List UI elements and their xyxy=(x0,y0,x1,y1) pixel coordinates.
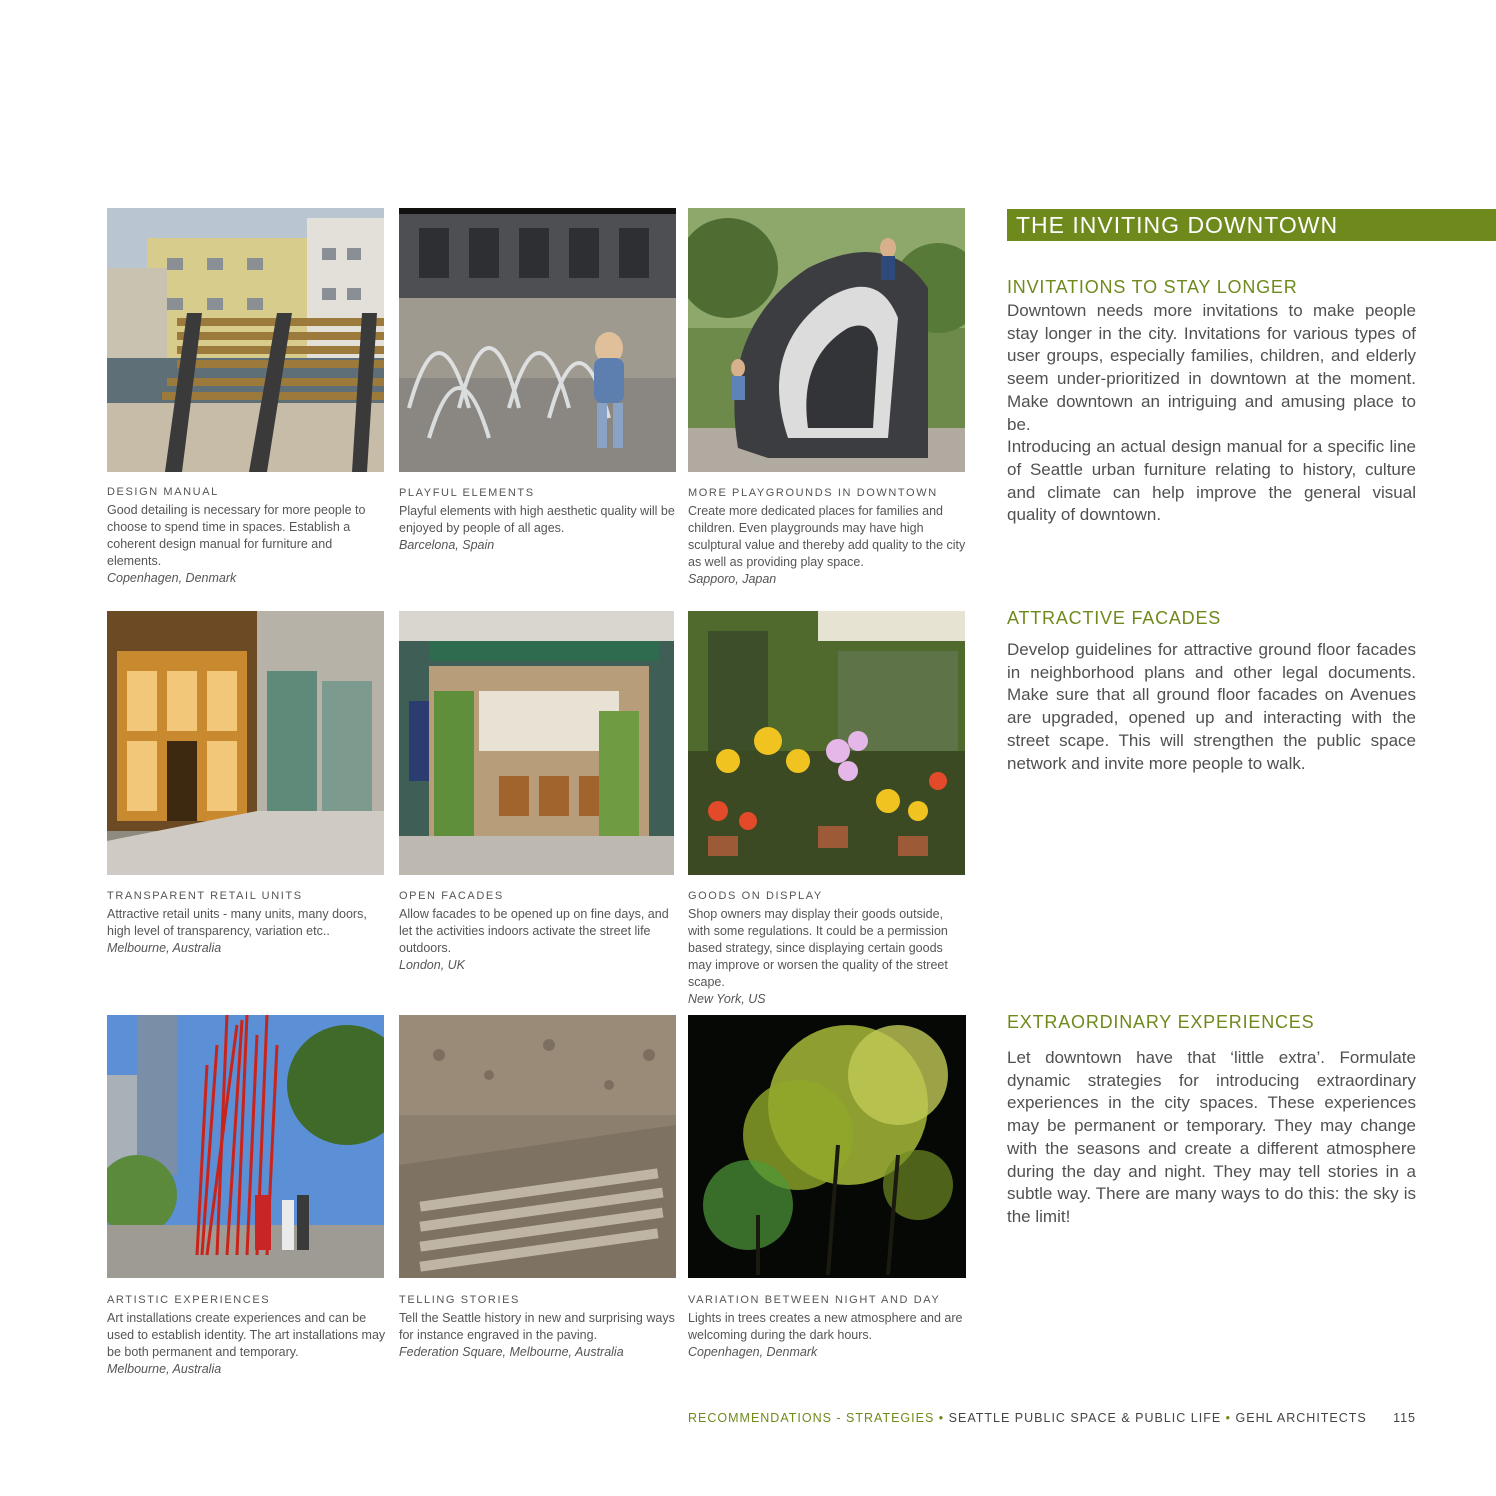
paragraph: Introducing an actual design manual for a specific line of Seattle urban furniture relating to history, culture and climate can help improve the general visual quality of downtown. xyxy=(1007,437,1416,525)
section-heading-invitations: INVITATIONS TO STAY LONGER xyxy=(1007,277,1298,297)
caption-text: Playful elements with high aesthetic quality will be enjoyed by people of all ages. xyxy=(399,504,675,535)
caption-night-and-day xyxy=(688,1292,966,1361)
page-number: 115 xyxy=(1393,1411,1416,1425)
caption-title: OPEN FACADES xyxy=(399,890,504,902)
caption-open-facades xyxy=(399,888,681,974)
photo-more-playgrounds xyxy=(688,208,965,472)
caption-location: New York, US xyxy=(688,992,766,1006)
footer-section: RECOMMENDATIONS - STRATEGIES xyxy=(688,1411,935,1425)
photo-design-manual xyxy=(107,208,384,472)
caption-title: TRANSPARENT RETAIL UNITS xyxy=(107,890,303,902)
photo-telling-stories xyxy=(399,1015,676,1278)
paragraph: Develop guidelines for attractive ground floor facades in neighborhood plans and other legal documents. Make sure that all ground floor facades on Avenues are upgraded, opened up and interacting with the street scape. This will strengthen the public space network and invite more people to walk. xyxy=(1007,640,1416,773)
caption-title: ARTISTIC EXPERIENCES xyxy=(107,1294,271,1306)
caption-location: Federation Square, Melbourne, Australia xyxy=(399,1345,624,1359)
caption-playful-elements xyxy=(399,485,681,554)
footer-separator: • xyxy=(1225,1411,1232,1425)
photo-open-facades xyxy=(399,611,674,875)
caption-text: Good detailing is necessary for more people to choose to spend time in spaces. Establish a coherent design manual for furniture and elements. xyxy=(107,503,366,568)
caption-artistic-experiences xyxy=(107,1292,389,1378)
caption-text: Allow facades to be opened up on fine days, and let the activities indoors activate the street life outdoors. xyxy=(399,907,669,955)
caption-location: Barcelona, Spain xyxy=(399,538,495,552)
caption-transparent-retail xyxy=(107,888,389,957)
footer-author: GEHL ARCHITECTS xyxy=(1235,1411,1367,1425)
footer-publication: SEATTLE PUBLIC SPACE & PUBLIC LIFE xyxy=(948,1411,1222,1425)
caption-location: London, UK xyxy=(399,958,466,972)
paragraph: Let downtown have that ‘little extra’. Formulate dynamic strategies for introducing extraordinary experiences in the city spaces. These experiences may be permanent or temporary. They may change with the seasons and create a different atmosphere during the day and night. They may tell stories in a subtle way. There are many ways to do this: the sky is the limit! xyxy=(1007,1048,1416,1226)
caption-location: Sapporo, Japan xyxy=(688,572,777,586)
caption-text: Lights in trees creates a new atmosphere and are welcoming during the dark hours. xyxy=(688,1311,963,1342)
section-body-experiences xyxy=(1007,1047,1416,1229)
page-title-banner: THE INVITING DOWNTOWN xyxy=(1007,209,1496,241)
section-body-facades xyxy=(1007,639,1416,775)
caption-text: Tell the Seattle history in new and surprising ways for instance engraved in the paving. xyxy=(399,1311,675,1342)
caption-location: Copenhagen, Denmark xyxy=(107,571,237,585)
paragraph: Downtown needs more invitations to make people stay longer in the city. Invitations for various types of user groups, especially families, children, and elderly seem under-prioritized in downtown at the moment. Make downtown an intriguing and amusing place to be. xyxy=(1007,301,1416,434)
caption-design-manual xyxy=(107,484,389,587)
caption-location: Melbourne, Australia xyxy=(107,1362,222,1376)
caption-text: Create more dedicated places for families and children. Even playgrounds may have high sculptural value and thereby add quality to the city as well as providing play space. xyxy=(688,504,966,569)
caption-title: DESIGN MANUAL xyxy=(107,486,219,498)
photo-playful-elements xyxy=(399,208,676,472)
caption-text: Shop owners may display their goods outside, with some regulations. It could be a permission based strategy, since displaying certain goods may improve or worsen the quality of the street scape. xyxy=(688,907,948,989)
photo-goods-on-display xyxy=(688,611,965,875)
caption-telling-stories xyxy=(399,1292,681,1361)
caption-title: MORE PLAYGROUNDS IN DOWNTOWN xyxy=(688,487,938,499)
photo-artistic-experiences xyxy=(107,1015,384,1278)
caption-text: Art installations create experiences and can be used to establish identity. The art installations may be both permanent and temporary. xyxy=(107,1311,386,1359)
caption-goods-on-display xyxy=(688,888,964,1008)
photo-transparent-retail xyxy=(107,611,384,875)
caption-text: Attractive retail units - many units, many doors, high level of transparency, variation etc.. xyxy=(107,907,367,938)
caption-title: VARIATION BETWEEN NIGHT AND DAY xyxy=(688,1294,941,1306)
caption-more-playgrounds xyxy=(688,485,966,588)
caption-title: GOODS ON DISPLAY xyxy=(688,890,823,902)
section-body-invitations xyxy=(1007,300,1416,527)
page-footer xyxy=(688,1411,1416,1425)
section-heading-experiences: EXTRAORDINARY EXPERIENCES xyxy=(1007,1012,1315,1032)
photo-night-and-day xyxy=(688,1015,966,1278)
caption-title: PLAYFUL ELEMENTS xyxy=(399,487,535,499)
caption-location: Copenhagen, Denmark xyxy=(688,1345,818,1359)
caption-location: Melbourne, Australia xyxy=(107,941,222,955)
caption-title: TELLING STORIES xyxy=(399,1294,520,1306)
footer-separator: • xyxy=(938,1411,945,1425)
section-heading-facades: ATTRACTIVE FACADES xyxy=(1007,608,1222,628)
